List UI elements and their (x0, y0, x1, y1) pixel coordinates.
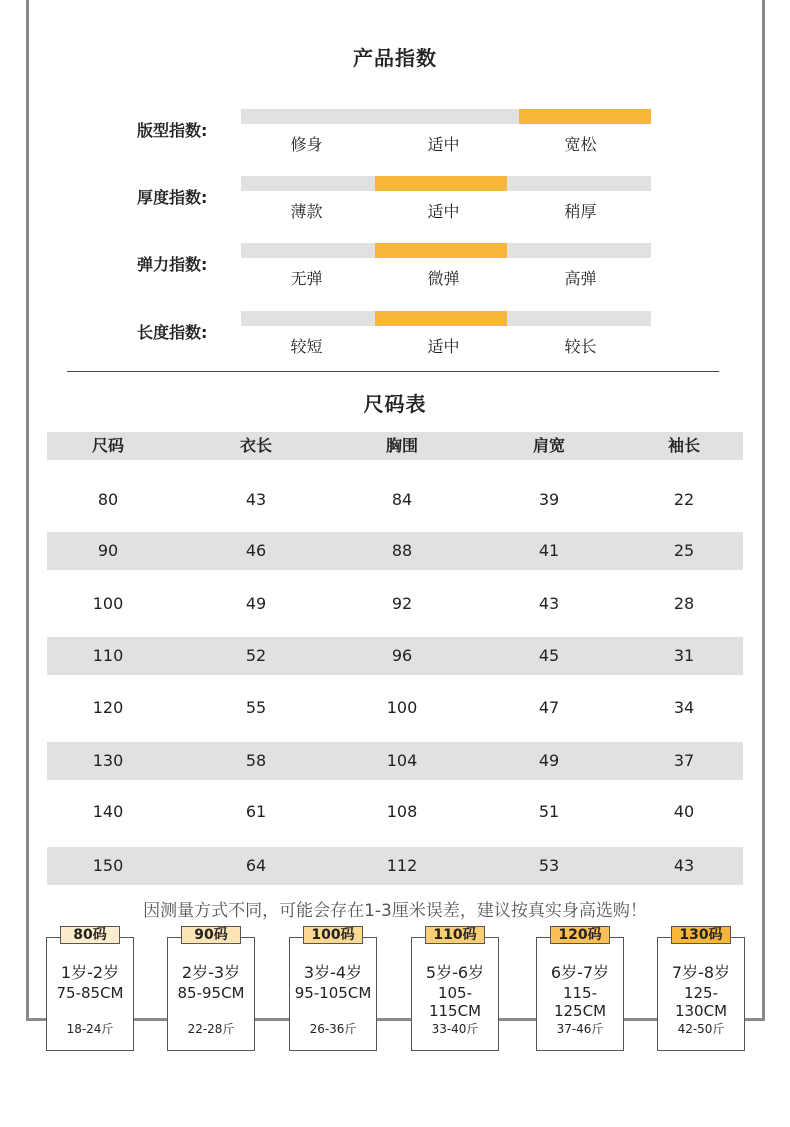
index-label: 长度指数: (137, 323, 208, 342)
index-option: 稍厚 (564, 202, 597, 221)
index-bar (241, 243, 651, 258)
cell-shoulder: 49 (538, 751, 560, 770)
table-row (47, 585, 743, 623)
cell-chest: 92 (391, 594, 413, 613)
cell-length: 64 (245, 856, 267, 875)
cell-chest: 88 (391, 541, 413, 560)
cell-length: 58 (245, 751, 267, 770)
cell-chest: 84 (391, 490, 413, 509)
index-bar (241, 109, 651, 124)
index-label: 弹力指数: (137, 255, 208, 274)
size-card (167, 937, 255, 1051)
cell-chest: 104 (386, 751, 418, 770)
index-option: 适中 (427, 337, 460, 356)
size-table-title: 尺码表 (363, 392, 427, 416)
cell-shoulder: 47 (538, 698, 560, 717)
cell-length: 61 (245, 802, 267, 821)
size-card-height: 115-125CM (553, 984, 607, 1020)
cell-shoulder: 53 (538, 856, 560, 875)
cell-shoulder: 43 (538, 594, 560, 613)
size-card-weight: 37-46斤 (556, 1022, 604, 1036)
size-card-age: 5岁-6岁 (425, 963, 485, 982)
size-card-height: 85-95CM (177, 984, 245, 1002)
cell-length: 46 (245, 541, 267, 560)
size-card-age: 1岁-2岁 (60, 963, 120, 982)
cell-size: 100 (92, 594, 124, 613)
size-card-weight: 26-36斤 (309, 1022, 357, 1036)
header-length: 衣长 (239, 436, 272, 455)
index-bar-highlight (375, 243, 507, 258)
size-card-weight: 22-28斤 (187, 1022, 235, 1036)
cell-size: 140 (92, 802, 124, 821)
cell-length: 55 (245, 698, 267, 717)
table-row (47, 742, 743, 780)
index-option: 微弹 (427, 269, 460, 288)
size-card-age: 6岁-7岁 (550, 963, 610, 982)
index-bar (241, 311, 651, 326)
cell-length: 43 (245, 490, 267, 509)
size-card (657, 937, 745, 1051)
size-card-tag: 90码 (181, 926, 241, 944)
cell-sleeve: 28 (673, 594, 695, 613)
header-size: 尺码 (91, 436, 124, 455)
index-option: 适中 (427, 135, 460, 154)
header-shoulder: 肩宽 (532, 436, 565, 455)
index-bar-highlight (375, 176, 507, 191)
size-card-weight: 18-24斤 (66, 1022, 114, 1036)
size-card-tag: 110码 (425, 926, 485, 944)
index-bar (241, 176, 651, 191)
index-label: 版型指数: (137, 121, 208, 140)
index-bar-highlight (375, 311, 507, 326)
index-option: 无弹 (290, 269, 323, 288)
cell-sleeve: 22 (673, 490, 695, 509)
index-bar-highlight (519, 109, 651, 124)
size-card (46, 937, 134, 1051)
cell-shoulder: 41 (538, 541, 560, 560)
cell-chest: 112 (386, 856, 418, 875)
size-card-weight: 42-50斤 (677, 1022, 725, 1036)
size-card-weight: 33-40斤 (431, 1022, 479, 1036)
index-label: 厚度指数: (137, 188, 208, 207)
cell-size: 120 (92, 698, 124, 717)
cell-chest: 100 (386, 698, 418, 717)
cell-size: 90 (97, 541, 119, 560)
size-card (289, 937, 377, 1051)
frame-left-border (26, 0, 29, 1021)
table-row (47, 689, 743, 727)
size-card-age: 2岁-3岁 (181, 963, 241, 982)
index-option: 适中 (427, 202, 460, 221)
cell-length: 49 (245, 594, 267, 613)
size-card-tag: 80码 (60, 926, 120, 944)
table-row (47, 637, 743, 675)
index-option: 较短 (290, 337, 323, 356)
cell-sleeve: 43 (673, 856, 695, 875)
size-card-age: 3岁-4岁 (303, 963, 363, 982)
size-card-age: 7岁-8岁 (671, 963, 731, 982)
cell-shoulder: 51 (538, 802, 560, 821)
table-row (47, 481, 743, 519)
cell-size: 80 (97, 490, 119, 509)
cell-sleeve: 40 (673, 802, 695, 821)
size-card-height: 95-105CM (294, 984, 372, 1002)
size-card-height: 125-130CM (674, 984, 728, 1020)
header-chest: 胸围 (385, 436, 418, 455)
cell-sleeve: 25 (673, 541, 695, 560)
size-card-tag: 100码 (303, 926, 363, 944)
cell-size: 150 (92, 856, 124, 875)
cell-sleeve: 34 (673, 698, 695, 717)
table-row (47, 847, 743, 885)
table-row (47, 793, 743, 831)
size-card-tag: 120码 (550, 926, 610, 944)
size-card (536, 937, 624, 1051)
cell-sleeve: 37 (673, 751, 695, 770)
size-card-tag: 130码 (671, 926, 731, 944)
section-divider (67, 371, 719, 372)
index-option: 宽松 (564, 135, 597, 154)
index-option: 修身 (290, 135, 323, 154)
frame-right-border (762, 0, 765, 1021)
cell-size: 110 (92, 646, 124, 665)
measurement-note: 因测量方式不同，可能会存在1-3厘米误差，建议按真实身高选购！ (143, 901, 647, 921)
size-card-height: 75-85CM (56, 984, 124, 1002)
size-card-height: 105-115CM (428, 984, 482, 1020)
cell-chest: 96 (391, 646, 413, 665)
cell-shoulder: 39 (538, 490, 560, 509)
frame-bottom-border (26, 1018, 765, 1021)
table-row (47, 532, 743, 570)
product-index-title: 产品指数 (353, 46, 437, 70)
header-sleeve: 袖长 (667, 436, 700, 455)
cell-shoulder: 45 (538, 646, 560, 665)
size-table-header (47, 432, 743, 460)
cell-length: 52 (245, 646, 267, 665)
cell-size: 130 (92, 751, 124, 770)
cell-sleeve: 31 (673, 646, 695, 665)
size-card (411, 937, 499, 1051)
cell-chest: 108 (386, 802, 418, 821)
index-option: 高弹 (564, 269, 597, 288)
index-option: 较长 (564, 337, 597, 356)
index-option: 薄款 (290, 202, 323, 221)
